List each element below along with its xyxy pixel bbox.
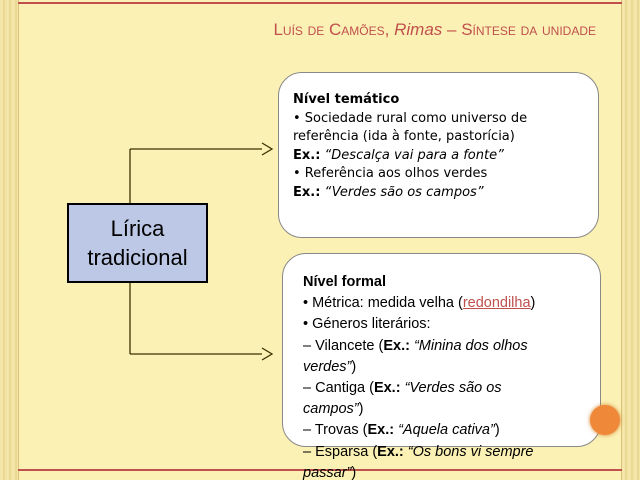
formal-esparsa-cont xyxy=(303,463,594,480)
formal-vilancete xyxy=(303,336,594,357)
example-quote: passar” xyxy=(303,464,352,480)
paren-close: ) xyxy=(494,422,500,439)
center-line1: Lírica xyxy=(110,216,165,241)
esparsa-label: – Esparsa ( xyxy=(303,443,378,460)
center-line2: tradicional xyxy=(87,245,188,270)
title-author: Luís de Camões, xyxy=(273,20,390,39)
example-quote: “Minina dos olhos xyxy=(413,337,528,354)
example-label: Ex.: xyxy=(293,184,321,200)
example-quote: “Verdes são os xyxy=(404,380,502,397)
tematico-bullet1-line1: • Sociedade rural como universo de xyxy=(293,110,528,126)
center-box xyxy=(67,203,208,283)
example-quote: “Descalça vai para a fonte” xyxy=(324,147,504,163)
paren-close: ) xyxy=(358,401,364,418)
title-rest: – Síntese da unidade xyxy=(447,20,596,39)
formal-vilancete-cont xyxy=(303,357,594,378)
paren-close: ) xyxy=(351,464,357,480)
metrica-text: • Métrica: medida velha ( xyxy=(303,295,463,312)
example-label: Ex.: xyxy=(373,380,401,397)
decorative-circle xyxy=(590,405,620,435)
formal-metrica xyxy=(303,293,594,314)
paren-close: ) xyxy=(351,358,357,375)
example-quote: “Aquela cativa” xyxy=(398,422,495,439)
arrowhead-up xyxy=(262,143,272,155)
example-label: Ex.: xyxy=(383,337,410,354)
formal-cantiga xyxy=(303,378,594,399)
formal-esparsa xyxy=(303,442,594,463)
metrica-close: ) xyxy=(530,295,536,312)
formal-trovas xyxy=(303,420,594,441)
example-quote: campos” xyxy=(303,401,359,418)
formal-generos: • Géneros literários: xyxy=(303,316,431,333)
example-label: Ex.: xyxy=(377,443,404,460)
title-work: Rimas xyxy=(394,20,443,39)
trovas-label: – Trovas ( xyxy=(303,422,368,439)
tematico-bullet1-line2: referência (ida à fonte, pastorícia) xyxy=(293,129,515,145)
formal-cantiga-cont xyxy=(303,399,594,420)
tematico-bullet2: • Referência aos olhos verdes xyxy=(293,166,488,182)
tematico-heading: Nível temático xyxy=(293,92,400,107)
tematico-example2 xyxy=(293,184,592,203)
example-quote: “Verdes são os campos” xyxy=(324,184,484,200)
cantiga-label: – Cantiga ( xyxy=(303,380,374,397)
panel-nivel-tematico xyxy=(278,72,599,238)
example-label: Ex.: xyxy=(293,147,321,163)
example-quote: “Os bons vi sempre xyxy=(407,443,534,460)
redondilha-link[interactable]: redondilha xyxy=(462,295,531,312)
vilancete-label: – Vilancete ( xyxy=(303,337,384,354)
formal-heading: Nível formal xyxy=(303,274,386,290)
arrowhead-down xyxy=(262,348,272,360)
example-quote: verdes” xyxy=(303,358,352,375)
panel-nivel-formal xyxy=(282,253,601,480)
tematico-example1 xyxy=(293,147,592,166)
example-label: Ex.: xyxy=(367,422,395,439)
